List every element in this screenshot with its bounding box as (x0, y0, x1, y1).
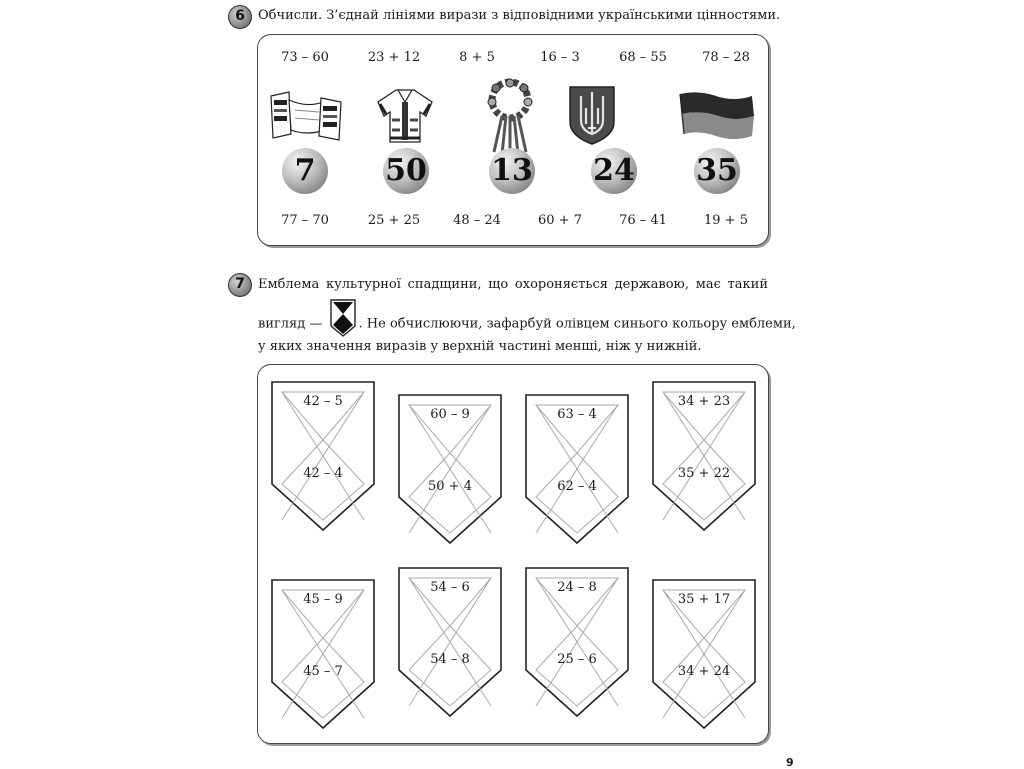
emblem-bottom-expression: 34 + 24 (677, 664, 731, 679)
task-instruction-line: у яких значення виразів у верхній частині менші, ніж у нижній. (258, 339, 702, 354)
emblem-top-expression: 42 – 5 (303, 394, 343, 409)
upa-flag-icon (678, 92, 756, 146)
expression: 73 – 60 (281, 50, 329, 65)
emblem-shield[interactable] (397, 393, 503, 545)
expression: 76 – 41 (619, 213, 667, 228)
emblem-top-expression: 34 + 23 (677, 394, 731, 409)
expression: 78 – 28 (702, 50, 750, 65)
emblem-bottom-expression: 54 – 8 (430, 652, 470, 667)
emblem-top-expression: 24 – 8 (557, 580, 597, 595)
answer-ball: 24 (591, 148, 637, 194)
emblem-shield[interactable] (651, 380, 757, 532)
emblem-shield[interactable] (524, 566, 630, 718)
answer-ball: 50 (383, 148, 429, 194)
emblem-bottom-expression: 25 – 6 (557, 652, 597, 667)
expression: 23 + 12 (367, 50, 421, 65)
expression: 77 – 70 (281, 213, 329, 228)
emblem-shield[interactable] (270, 578, 376, 730)
emblem-bottom-expression: 45 – 7 (303, 664, 343, 679)
expression: 60 + 7 (538, 213, 582, 228)
expression: 19 + 5 (704, 213, 748, 228)
emblem-bottom-expression: 50 + 4 (428, 479, 472, 494)
emblem-top-expression: 54 – 6 (430, 580, 470, 595)
expression: 68 – 55 (619, 50, 667, 65)
emblem-bottom-expression: 42 – 4 (303, 466, 343, 481)
emblem-top-expression: 35 + 17 (677, 592, 731, 607)
answer-ball: 7 (282, 148, 328, 194)
task-instruction-line: Емблема культурної спадщини, що охороняється державою, має такий (258, 277, 768, 292)
emblem-top-expression: 60 – 9 (430, 407, 470, 422)
task-number-badge: 6 (228, 5, 252, 29)
expression: 16 – 3 (540, 50, 580, 65)
expression: 48 – 24 (453, 213, 501, 228)
answer-ball: 35 (694, 148, 740, 194)
text-fragment: . Не обчислюючи, зафарбуй олівцем синього кольору емблеми, (358, 316, 796, 332)
task-instruction: Обчисли. З’єднай лініями вирази з відповідними українськими цінностями. (258, 8, 781, 23)
rushnyk-icon (267, 90, 345, 146)
emblem-shield[interactable] (397, 566, 503, 718)
emblem-bottom-expression: 62 – 4 (557, 479, 597, 494)
vyshyvanka-icon (374, 86, 436, 150)
text-fragment: вигляд — (258, 316, 323, 332)
emblem-shield[interactable] (524, 393, 630, 545)
emblem-top-expression: 45 – 9 (303, 592, 343, 607)
emblem-shield[interactable] (270, 380, 376, 532)
emblem-top-expression: 63 – 4 (557, 407, 597, 422)
page-number: 9 (786, 756, 794, 769)
expression: 8 + 5 (459, 50, 495, 65)
tryzub-icon (567, 84, 617, 150)
emblem-bottom-expression: 35 + 22 (677, 466, 731, 481)
emblem-shield[interactable] (651, 578, 757, 730)
expression: 25 + 25 (367, 213, 421, 228)
task-number-badge: 7 (228, 273, 252, 297)
answer-ball: 13 (489, 148, 535, 194)
